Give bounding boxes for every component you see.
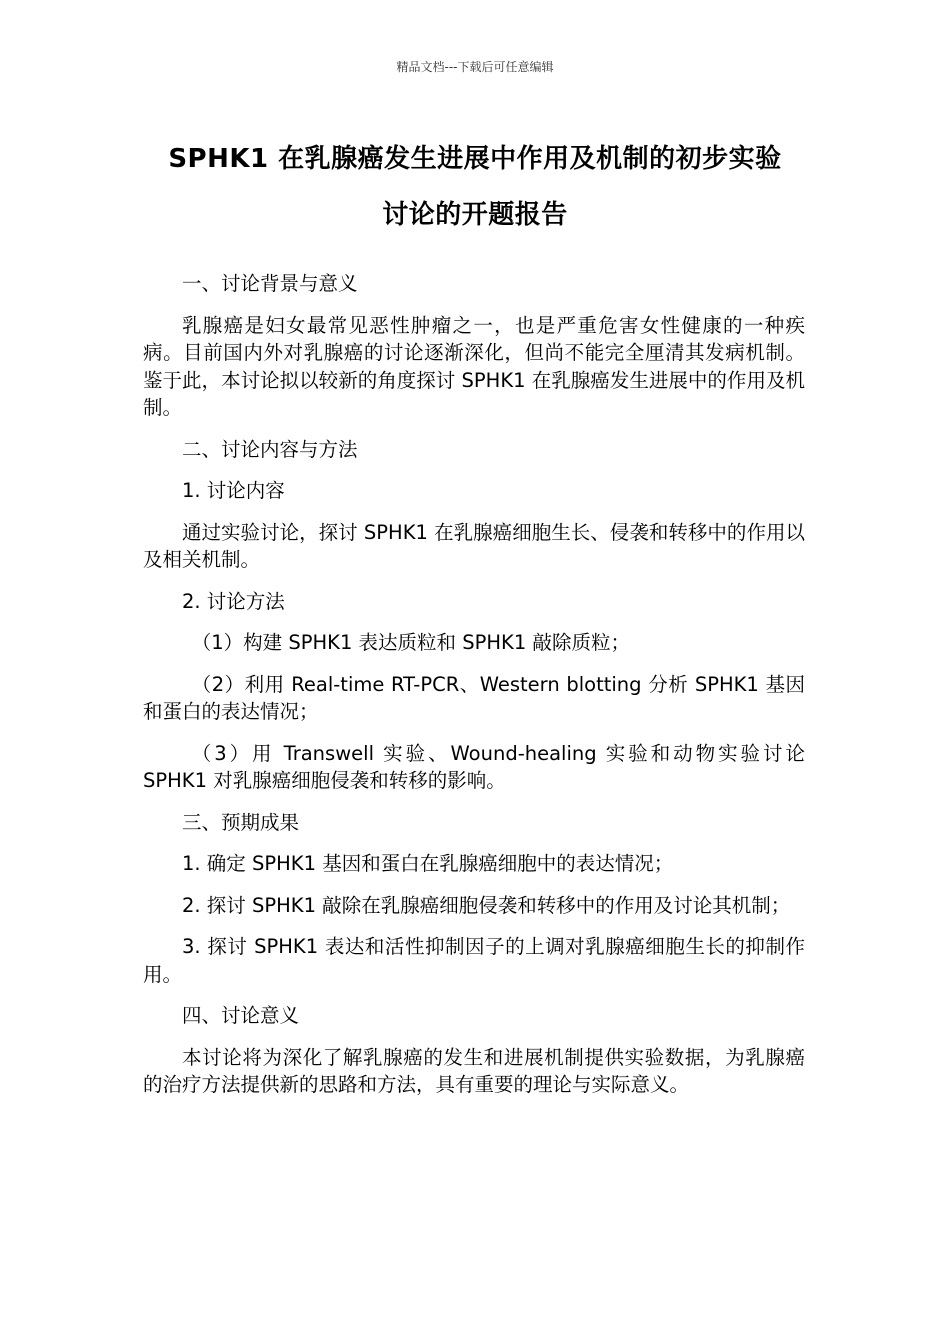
- paragraph-research-content: 通过实验讨论，探讨 SPHK1 在乳腺癌细胞生长、侵袭和转移中的作用以及相关机制。: [143, 520, 805, 571]
- expected-result-3: 3. 探讨 SPHK1 表达和活性抑制因子的上调对乳腺癌细胞生长的抑制作用。: [143, 935, 805, 986]
- page-header-note: 精品文档---下载后可任意编辑: [396, 60, 554, 74]
- expected-result-2: 2. 探讨 SPHK1 敲除在乳腺癌细胞侵袭和转移中的作用及讨论其机制；: [182, 893, 791, 917]
- document-title-line-2: 讨论的开题报告: [382, 200, 568, 230]
- method-item-2: （2）利用 Real-time RT-PCR、Western blotting 分析 SPHK1 基因和蛋白的表达情况；: [143, 672, 805, 723]
- subheading-research-content: 1. 讨论内容: [182, 479, 285, 502]
- method-item-1: （1）构建 SPHK1 表达质粒和 SPHK1 敲除质粒；: [191, 631, 630, 654]
- document-title-line-1: SPHK1 在乳腺癌发生进展中作用及机制的初步实验: [168, 144, 782, 174]
- section-heading-content-methods: 二、讨论内容与方法: [182, 437, 358, 461]
- paragraph-significance: 本讨论将为深化了解乳腺癌的发生和进展机制提供实验数据，为乳腺癌的治疗方法提供新的思路和方法，具有重要的理论与实际意义。: [143, 1045, 805, 1096]
- subheading-research-methods: 2. 讨论方法: [182, 589, 285, 613]
- method-item-3: （3）用 Transwell 实验、Wound-healing 实验和动物实验讨论 SPHK1 对乳腺癌细胞侵袭和转移的影响。: [143, 741, 805, 792]
- section-heading-significance: 四、讨论意义: [182, 1004, 300, 1027]
- section-heading-expected-results: 三、预期成果: [182, 810, 300, 834]
- expected-result-1: 1. 确定 SPHK1 基因和蛋白在乳腺癌细胞中的表达情况；: [182, 852, 674, 875]
- document-body: [143, 270, 805, 1113]
- paragraph-background: 乳腺癌是妇女最常见恶性肿瘤之一，也是严重危害女性健康的一种疾病。目前国内外对乳腺癌的讨论逐渐深化，但尚不能完全厘清其发病机制。鉴于此，本讨论拟以较新的角度探讨 SPHK1 在乳腺癌发生进展中的作用及机制。: [143, 313, 805, 419]
- section-heading-background: 一、讨论背景与意义: [182, 272, 358, 295]
